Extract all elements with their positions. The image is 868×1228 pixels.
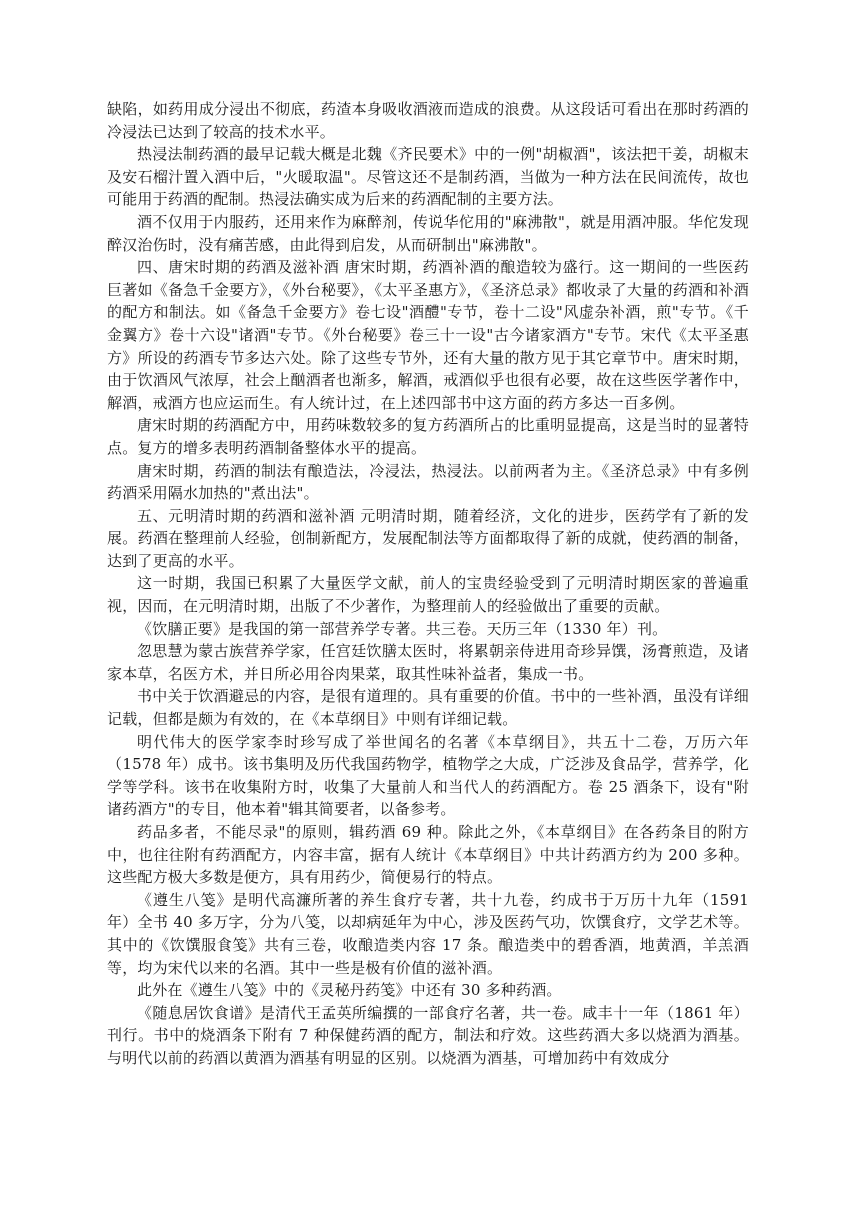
paragraph-husihui: 忽思慧为蒙古族营养学家，任宫廷饮膳太医时，将累朝亲侍进用奇珍异馔，汤膏煎造，及诸家本草，名医方术，并日所必用谷肉果菜，取其性味补益者，集成一书。 (107, 642, 749, 683)
document-page (107, 98, 749, 1070)
paragraph-tang-song-methods: 唐宋时期，药酒的制法有酿造法，冷浸法，热浸法。以前两者为主。《圣济总录》中有多例药酒采用隔水加热的"煮出法"。 (107, 461, 749, 503)
paragraph-anesthetic: 酒不仅用于内服药，还用来作为麻醉剂，传说华佗用的"麻沸散"，就是用酒冲服。华佗发现醉汉治伤时，没有痛苦感，由此得到启发，从而研制出"麻沸散"。 (107, 212, 749, 254)
paragraph-bencao-recipes: 药品多者，不能尽录"的原则，辑药酒 69 种。除此之外，《本草纲目》在各药条目的附方中，也往往附有药酒配方，内容丰富，据有人统计《本草纲目》中共计药酒方约为 200 多种。这些配方极大多数是便方，具有用药少，简便易行的特点。 (107, 823, 749, 887)
paragraph-drinking-taboos: 书中关于饮酒避忌的内容，是很有道理的。具有重要的价值。书中的一些补酒，虽没有详细记载，但都是颇为有效的，在《本草纲目》中则有详细记载。 (107, 687, 749, 729)
paragraph-zunsheng-bajian: 《遵生八笺》是明代高濂所著的养生食疗专著，共十九卷，约成书于万历十九年（1591 年）全书 40 多万字，分为八笺，以却病延年为中心，涉及医药气功，饮馔食疗，文学艺术等。其中的《饮馔服食笺》共有三卷，收酿造类内容 17 条。酿造类中的碧香酒，地黄酒，羊羔酒等，均为宋代以来的名酒。其中一些是极有价值的滋补酒。 (107, 890, 749, 977)
paragraph-tang-song-section: 四、唐宋时期的药酒及滋补酒 唐宋时期，药酒补酒的酿造较为盛行。这一期间的一些医药巨著如《备急千金要方》，《外台秘要》，《太平圣惠方》，《圣济总录》都收录了大量的药酒和补酒的配方和制法。如《备急千金要方》卷七设"酒醴"专节，卷十二设"风虚杂补酒，煎"专节。《千金翼方》卷十六设"诸酒"专节。《外台秘要》卷三十一设"古今诸家酒方"专节。宋代《太平圣惠方》所设的药酒专节多达六处。除了这些专节外，还有大量的散方见于其它章节中。唐宋时期，由于饮酒风气浓厚，社会上酗酒者也渐多，解酒，戒酒似乎也很有必要，故在这些医学著作中，解酒，戒酒方也应运而生。有人统计过，在上述四部书中这方面的药方多达一百多例。 (107, 258, 749, 412)
paragraph-hot-infusion: 热浸法制药酒的最早记载大概是北魏《齐民要术》中的一例"胡椒酒"，该法把干姜，胡椒末及安石榴汁置入酒中后，"火暖取温"。尽管这还不是制药酒，当做为一种方法在民间流传，故也可能用于药酒的配制。热浸法确实成为后来的药酒配制的主要方法。 (107, 145, 749, 209)
paragraph-suixiju: 《随息居饮食谱》是清代王孟英所编撰的一部食疗名著，共一卷。咸丰十一年（1861 年）刊行。书中的烧酒条下附有 7 种保健药酒的配方，制法和疗效。这些药酒大多以烧酒为酒基。与明代以前的药酒以黄酒为酒基有明显的区别。以烧酒为酒基，可增加药中有效成分 (107, 1003, 749, 1067)
paragraph-literature: 这一时期，我国已积累了大量医学文献，前人的宝贵经验受到了元明清时期医家的普遍重视，因而，在元明清时期，出版了不少著作，为整理前人的经验做出了重要的贡献。 (107, 574, 749, 616)
paragraph-yinshan-zhengyao: 《饮膳正要》是我国的第一部营养学专著。共三卷。天历三年（1330 年）刊。 (137, 619, 668, 638)
paragraph-yuan-ming-qing-section: 五、元明清时期的药酒和滋补酒 元明清时期，随着经济，文化的进步，医药学有了新的发展。药酒在整理前人经验，创制新配方，发展配制法等方面都取得了新的成就，使药酒的制备，达到了更高的水平。 (107, 506, 749, 570)
paragraph-cold-infusion-end: 缺陷，如药用成分浸出不彻底，药渣本身吸收酒液而造成的浪费。从这段话可看出在那时药酒的冷浸法已达到了较高的技术水平。 (107, 100, 749, 141)
paragraph-tang-song-compound: 唐宋时期的药酒配方中，用药味数较多的复方药酒所占的比重明显提高，这是当时的显著特点。复方的增多表明药酒制备整体水平的提高。 (107, 416, 749, 457)
paragraph-bencao-gangmu: 明代伟大的医学家李时珍写成了举世闻名的名著《本草纲目》，共五十二卷，万历六年（1578 年）成书。该书集明及历代我国药物学，植物学之大成，广泛涉及食品学，营养学，化学等学科。该书在收集附方时，收集了大量前人和当代人的药酒配方。卷 25 酒条下，设有"附诸药酒方"的专目，他本着"辑其简要者，以备参考。 (107, 732, 749, 819)
paragraph-lingmi-danyao: 此外在《遵生八笺》中的《灵秘丹药笺》中还有 30 多种药酒。 (137, 981, 562, 1000)
